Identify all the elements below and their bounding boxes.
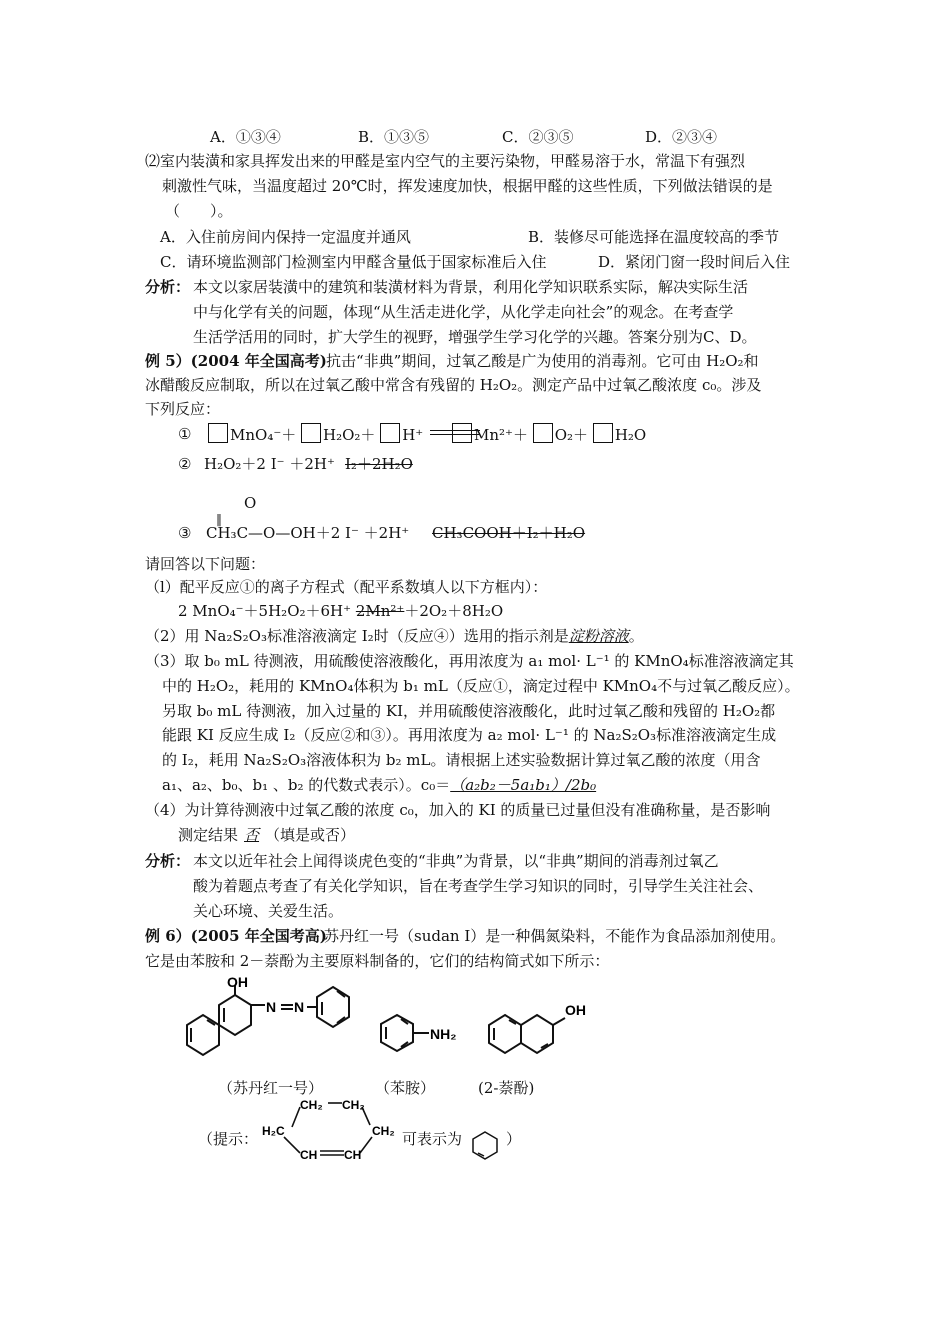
answer-right: ＋2O₂＋8H₂O bbox=[404, 602, 504, 620]
hint-ch2-right: CH₂ bbox=[372, 1124, 395, 1138]
ex5-part3-line5: 的 I₂，耗用 Na₂S₂O₃溶液体积为 b₂ mL。请根据上述实验数据计算过氧乙酸的浓度（用含 bbox=[162, 751, 761, 769]
ex5-part3-line4: 能跟 KI 反应生成 I₂（反应②和③）。再用浓度为 a₂ mol· L⁻¹ 的 Na₂S₂O₃标准溶液滴定生成 bbox=[162, 726, 777, 744]
part3-answer: （a₂b₂－5a₁b₁）/2b₀ bbox=[450, 776, 597, 794]
answer-left: 2 MnO₄⁻＋5H₂O₂＋6H⁺ bbox=[178, 602, 352, 620]
naphthol-structure bbox=[489, 1015, 565, 1053]
caption-aniline: （苯胺） bbox=[375, 1079, 436, 1097]
q2-option-d: D．紧闭门窗一段时间后入住 bbox=[598, 253, 791, 271]
analysis2-line2: 酸为着题点考查了有关化学知识，旨在考查学生学习知识的同时，引导学生关注社会、 bbox=[193, 877, 764, 895]
reaction3-double-bond: ‖ bbox=[216, 512, 222, 526]
coef-box bbox=[208, 423, 228, 443]
ex5-part1: （l）配平反应①的离子方程式（配平系数填人以下方框内）： bbox=[145, 578, 548, 596]
analysis1-line1: 本文以家居装潢中的建筑和装潢材料为背景，利用化学知识联系实际，解决实际生活 bbox=[193, 278, 749, 296]
reaction3-number: ③ bbox=[178, 524, 192, 542]
q2-stem-line2: 刺激性气味，当温度超过 20℃时，挥发速度加快，根据甲醛的这些性质，下列做法错误的是 bbox=[162, 177, 773, 195]
q2-stem-line3: （ ）。 bbox=[165, 202, 233, 220]
hint-ch2-top-left: CH₂ bbox=[300, 1098, 323, 1112]
cyclohexene-expanded-structure bbox=[262, 1095, 402, 1165]
hint-ch-bottom-right: CH bbox=[344, 1148, 362, 1162]
hint-ch2-top-right: CH₂ bbox=[342, 1098, 365, 1112]
coef-box bbox=[533, 423, 553, 443]
analysis1-line2: 中与化学有关的问题，体现“从生活走进化学，从化学走向社会”的观念。在考查学 bbox=[193, 303, 734, 321]
coef-box bbox=[301, 423, 321, 443]
part4-end: （填是或否） bbox=[265, 826, 356, 844]
reaction3-left: CH₃C—O—OH＋2 I⁻ ＋2H⁺ bbox=[206, 524, 410, 542]
sudan-oh-label: OH bbox=[227, 975, 248, 990]
analysis2-line3: 关心环境、关爱生活。 bbox=[193, 902, 344, 920]
analysis1-line3: 生活学活用的同时，扩大学生的视野，增强学生学习化学的兴趣。答案分别为C、D。 bbox=[193, 328, 757, 346]
sudan-i-structure bbox=[187, 985, 349, 1055]
reactant-h: H⁺ bbox=[402, 426, 424, 444]
hint-text: 可表示为 bbox=[402, 1130, 463, 1148]
reaction1-number: ① bbox=[178, 425, 192, 443]
hint-ch-bottom-left: CH bbox=[300, 1148, 318, 1162]
part3-text: a₁、a₂、b₀、b₁ 、b₂ 的代数式表示）。c₀＝ bbox=[162, 776, 451, 794]
ex5-label: 例 5）(2004 年全国高考) bbox=[145, 352, 327, 370]
ex5-line3: 下列反应： bbox=[145, 400, 221, 418]
product-o2: O₂＋ bbox=[554, 426, 589, 444]
hint-open: （提示： bbox=[198, 1130, 259, 1148]
q2-option-b: B．装修尽可能选择在温度较高的季节 bbox=[528, 228, 780, 246]
ex5-line1: 抗击“非典”期间，过氧乙酸是广为使用的消毒剂。它可由 H₂O₂和 bbox=[326, 352, 759, 370]
hint-h2c-left: H₂C bbox=[262, 1124, 285, 1138]
cyclohexene-icon bbox=[470, 1130, 500, 1160]
part4-answer: 否 bbox=[244, 826, 260, 844]
ex6-line2: 它是由苯胺和 2－萘酚为主要原料制备的，它们的结构简式如下所示： bbox=[145, 952, 610, 970]
ex5-ask: 请回答以下问题： bbox=[145, 555, 266, 573]
ex5-part2 bbox=[145, 625, 644, 647]
reaction2-right: I₂＋2H₂O bbox=[345, 455, 413, 473]
ex5-line2: 冰醋酸反应制取，所以在过氧乙酸中常含有残留的 H₂O₂。测定产品中过氧乙酸浓度 c₀。涉及 bbox=[145, 376, 762, 394]
part2-text: （2）用 Na₂S₂O₃标准溶液滴定 I₂时（反应④）选用的指示剂是 bbox=[145, 627, 569, 645]
aniline-nh2-label: NH₂ bbox=[430, 1026, 457, 1042]
ex5-part3-line2: 中的 H₂O₂，耗用的 KMnO₄体积为 b₁ mL（反应①，滴定过程中 KMnO₄不与过氧乙酸反应）。 bbox=[162, 677, 800, 695]
ex5-part3-line3: 另取 b₀ mL 待测液，加入过量的 KI，并用硫酸使溶液酸化，此时过氧乙酸和残留的 H₂O₂都 bbox=[162, 702, 776, 720]
coef-box bbox=[380, 423, 400, 443]
q2-stem-line1: ⑵室内装潢和家具挥发出来的甲醛是室内空气的主要污染物，甲醛易溶于水，常温下有强烈 bbox=[145, 152, 746, 170]
q1-option-b: B．①③⑤ bbox=[358, 128, 430, 146]
analysis2-line1: 本文以近年社会上闻得谈虎色变的“非典”为背景，以“非典”期间的消毒剂过氧乙 bbox=[193, 852, 719, 870]
chemical-structures bbox=[185, 975, 615, 1075]
reactant-mno4: MnO₄⁻＋ bbox=[230, 426, 297, 444]
azo-n2-label: N bbox=[294, 999, 305, 1015]
part2-end: 。 bbox=[628, 627, 644, 645]
aniline-structure bbox=[381, 1015, 429, 1051]
reaction2-number: ② bbox=[178, 455, 192, 473]
reaction1-equation bbox=[208, 423, 646, 446]
product-h2o: H₂O bbox=[614, 426, 647, 444]
analysis1-label: 分析： bbox=[145, 278, 191, 296]
reaction3-carbonyl-o: O bbox=[244, 494, 257, 512]
ex6-line1: 苏丹红一号（sudan Ⅰ）是一种偶氮染料，不能作为食品添加剂使用。 bbox=[324, 927, 786, 945]
coef-box bbox=[452, 423, 472, 443]
reaction3-right: CH₃COOH＋I₂＋H₂O bbox=[432, 524, 586, 542]
caption-naphthol: (2-萘酚) bbox=[478, 1079, 535, 1097]
q2-option-a: A．入住前房间内保持一定温度并通风 bbox=[160, 228, 411, 246]
ex5-part1-answer bbox=[178, 600, 503, 622]
reaction2-left: H₂O₂＋2 I⁻ ＋2H⁺ bbox=[204, 455, 335, 473]
q1-option-a: A．①③④ bbox=[210, 128, 281, 146]
q1-option-c: C．②③⑤ bbox=[502, 128, 574, 146]
part2-answer: 淀粉溶液 bbox=[568, 627, 629, 645]
ex6-label: 例 6）(2005 年全国考高) bbox=[145, 927, 327, 945]
answer-mid: 2Mn²⁺ bbox=[355, 602, 405, 620]
hint-close: ） bbox=[506, 1130, 522, 1148]
azo-n1-label: N bbox=[266, 999, 277, 1015]
q1-option-d: D．②③④ bbox=[645, 128, 718, 146]
ex5-part3-line1: （3）取 b₀ mL 待测液，用硫酸使溶液酸化，再用浓度为 a₁ mol· L⁻¹ 的 KMnO₄标准溶液滴定其 bbox=[145, 652, 794, 670]
reactant-h2o2: H₂O₂＋ bbox=[323, 426, 376, 444]
ex5-part4-line1: （4）为计算待测液中过氧乙酸的浓度 c₀，加入的 KI 的质量已过量但没有准确称量，是否影响 bbox=[145, 801, 771, 819]
ex5-part4-line2 bbox=[178, 824, 355, 846]
analysis2-label: 分析： bbox=[145, 852, 191, 870]
part4-text: 测定结果 bbox=[178, 826, 239, 844]
product-mn: Mn²⁺＋ bbox=[474, 426, 528, 444]
coef-box bbox=[593, 423, 613, 443]
q2-option-c: C．请环境监测部门检测室内甲醛含量低于国家标准后入住 bbox=[160, 253, 547, 271]
ex5-part3-line6 bbox=[162, 774, 596, 796]
caption-sudan-i: （苏丹红一号） bbox=[218, 1079, 324, 1097]
naphthol-oh-label: OH bbox=[565, 1002, 586, 1018]
